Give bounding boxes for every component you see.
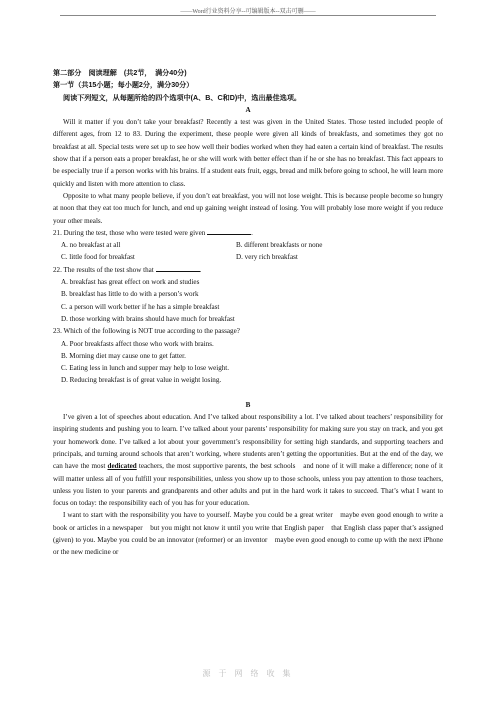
option-d: D. those working with brains should have much for breakfast	[61, 314, 235, 323]
option-a: A. Poor breakfasts affect those who work with brains.	[61, 339, 214, 348]
option-b: B. Morning diet may cause one to get fatter.	[61, 351, 186, 360]
passage-a-paragraph-2: Opposite to what many people believe, if you don’t eat breakfast, you will not lose weight. This is because people become so hungry at noon that they eat too much for lunch, and end up gaining weight instead of losing. You will probably lose more weight if you reduce your other meals.	[53, 191, 443, 225]
option-d: D. Reducing breakfast is of great value in weight losing.	[61, 376, 222, 385]
paragraph-text: teachers, the most supportive parents, the best schools and none of it will make a difference; none of it will matter unless all of you fulfill your responsibilities, unless you show up to those schools, unless you pay attention to those teachers, unless you listen to your parents and grandparents and other adults and put in the hard work it takes to succeed. That’s what I want to focus on today: the responsibility each of you has for your education.	[53, 462, 443, 508]
option-b: B. different breakfasts or none	[236, 241, 323, 250]
paragraph-text: I’ve given a lot of speeches about education. And I’ve talked about responsibility a lot. I’ve talked about teachers’ responsibility for inspiring students and pushing you to learn. I’ve talked about your parents’ responsibility for making sure you stay on track, and you get your homework done. I’ve talked a lot about your government’s responsibility for setting high standards, and supporting teachers and principals, and turning around schools that aren’t working, where students aren’t getting the opportunities. But at the end of the day, we can have the most	[53, 413, 443, 471]
passage-b-paragraph-1	[53, 411, 443, 509]
question-22	[53, 264, 443, 276]
section-title: 第二部分 阅读理解 (共2节， 满分40分)	[53, 69, 187, 77]
section-instruction: 阅读下列短文，从每题所给的四个选项中(A、B、C和D)中，选出最佳选项。	[63, 93, 302, 102]
question-stem: 21. During the test, those who were tested were given	[53, 228, 206, 237]
page-header: ——Word行业资料分享--可编辑版本--双击可删——	[180, 9, 316, 15]
content	[53, 67, 443, 559]
page-footer: 源 于 网 络 收 集	[202, 669, 294, 678]
option-a: A. breakfast has great effect on work and studies	[61, 278, 200, 287]
question-stem: 23. Which of the following is NOT true according to the passage?	[53, 327, 240, 336]
option-d: D. very rich breakfast	[236, 253, 298, 262]
passage-a-label: A	[245, 105, 251, 114]
answer-blank	[156, 264, 200, 272]
answer-blank	[207, 227, 251, 235]
passage-a-paragraph-1: Will it matter if you don’t take your breakfast? Recently a test was given in the United States. Those tested included people of different ages, from 12 to 83. During the experiment, these people were given all kinds of breakfasts, and sometimes they got no breakfast at all. Special tests were set up to see how well their bodies worked when they had eaten a certain kind of breakfast. The results show that if a person eats a proper breakfast, he or she will work with better effect than if he or she has no breakfast. This fact appears to be especially true if a person works with his brains. If a student eats fruit, eggs, bread and milk before going to school, he will learn more quickly and listen with more attention to class.	[53, 118, 443, 188]
passage-b-label: B	[245, 400, 251, 409]
question-stem: 22. The results of the test show that	[53, 265, 154, 274]
underlined-word: dedicated	[107, 462, 137, 471]
option-a: A. no breakfast at all	[61, 241, 121, 250]
spacer	[53, 387, 443, 399]
option-c: C. Eating less in lunch and supper may help to lose weight.	[61, 364, 230, 373]
question-21-options	[53, 239, 443, 264]
question-21	[53, 227, 443, 239]
header-divider	[60, 15, 436, 16]
option-b: B. breakfast has little to do with a person’s work	[61, 290, 199, 299]
option-c: C. little food for breakfast	[61, 253, 135, 262]
question-23	[53, 325, 443, 337]
passage-b-paragraph-2: I want to start with the responsibility you have to yourself. Maybe you could be a great writer maybe even good enough to write a book or articles in a newspaper but you might not know it until you write that English paper that English class paper that’s assigned (given) to you. Maybe you could be an innovator (reformer) or an inventor maybe even good enough to come up with the next iPhone or the new medicine or	[53, 511, 443, 557]
option-c: C. a person will work better if he has a simple breakfast	[61, 302, 220, 311]
question-stem-end: .	[251, 228, 253, 237]
section-subtitle: 第一节（共15小题；每小题2分，满分30分）	[53, 81, 194, 90]
question-stem-end: .	[199, 265, 202, 274]
